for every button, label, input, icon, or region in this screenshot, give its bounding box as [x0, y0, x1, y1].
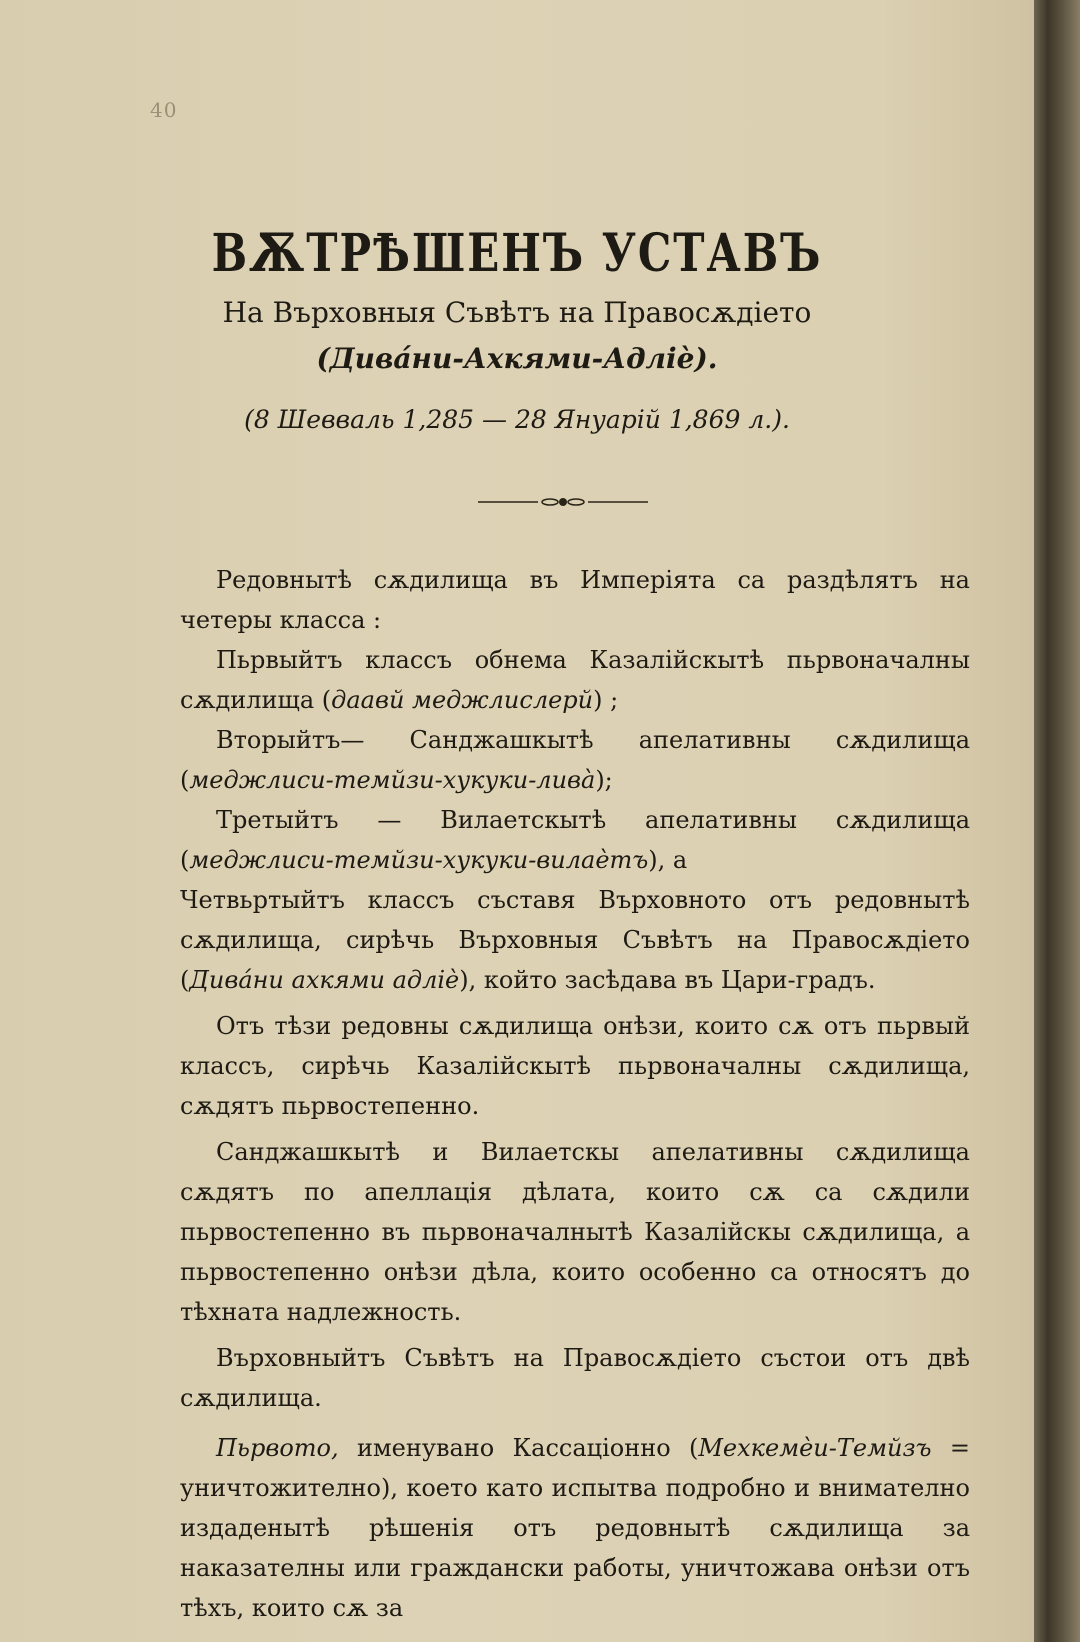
paragraph-3-end: );	[595, 766, 613, 794]
paragraph-5-term: Дива́ни ахкями адліѐ	[189, 966, 460, 994]
paragraph-4-text: Третыйтъ — Вилаетскытѣ апелативны сѫдилища (	[180, 806, 970, 874]
paragraph-3	[180, 720, 970, 800]
ornament-divider-icon	[478, 494, 648, 510]
book-spine-edge	[1034, 0, 1080, 1642]
paragraph-5-text: Четвьртыйтъ классъ съставя Върховното отъ редовнытѣ сѫдилища, сирѣчь Върховныя Съвѣтъ на Правосѫдіето (	[180, 886, 970, 994]
paragraph-7: Санджашкытѣ и Вилаетскы апелативны сѫдилища сѫдятъ по апеллація дѣлата, които сѫ са сѫдили пьрвостепенно въ пьрвоначалнытѣ Казалійскы сѫдилища, а пьрвостепенно онѣзи дѣла, които особенно са относятъ до тѣхната надлежность.	[180, 1138, 970, 1326]
paragraph-4	[180, 800, 970, 880]
document-subtitle: На Върховныя Съвѣтъ на Правосѫдіето	[222, 296, 812, 329]
paragraph-3-term: меджлиси-темйзи-хукуки-лива̀	[189, 766, 596, 794]
paragraph-4-term: меджлиси-темйзи-хукуки-вилаѐтъ	[189, 846, 649, 874]
paragraph-1: Редовнытѣ сѫдилища въ Имперіята са раздѣлятъ на четеры класса :	[180, 566, 970, 634]
paragraph-2-end: ) ;	[593, 686, 619, 714]
paragraph-2	[180, 640, 970, 720]
document-subtitle-italic: (Дива́ни-Ахкями-Адліѐ).	[316, 342, 718, 375]
paragraph-9-text: именувано Кассаціонно (	[338, 1434, 699, 1462]
paragraph-2-text: Пьрвыйтъ классъ обнема Казалійскытѣ пьрвоначалны сѫдилища (	[180, 646, 970, 714]
body-text	[180, 560, 970, 1628]
paragraph-8: Върховныйтъ Съвѣтъ на Правосѫдіето състои отъ двѣ сѫдилища.	[180, 1344, 970, 1412]
paragraph-9	[180, 1428, 970, 1628]
page-number: 40	[150, 98, 178, 122]
paragraph-9-term: Мехкемѐи-Темйзъ	[698, 1434, 932, 1462]
paragraph-2-term: даавй меджлислерй	[331, 686, 594, 714]
paragraph-9-lead: Пьрвото,	[216, 1434, 339, 1462]
paragraph-5-end: ), който засѣдава въ Цари-градъ.	[459, 966, 876, 994]
paragraph-5	[180, 880, 970, 1000]
document-title: ВѪТРѢШЕНЪ УСТАВЪ	[211, 222, 823, 284]
document-date: (8 Шевваль 1,285 — 28 Януарій 1,869 л.).	[244, 405, 790, 434]
paragraph-6: Отъ тѣзи редовны сѫдилища онѣзи, които сѫ отъ пьрвый классъ, сирѣчь Казалійскытѣ пьрвоначалны сѫдилища, сѫдятъ пьрвостепенно.	[180, 1012, 970, 1120]
paragraph-4-end: ), а	[648, 846, 688, 874]
paragraph-3-text: Вторыйтъ— Санджашкытѣ апелативны сѫдилища (	[180, 726, 970, 794]
paragraph-9-end: = уничтожително), което като испытва подробно и внимателно издаденытѣ рѣшенія отъ редовнытѣ сѫдилища за наказателны или граждански работы, уничтожава онѣзи отъ тѣхъ, които сѫ за	[180, 1434, 970, 1622]
